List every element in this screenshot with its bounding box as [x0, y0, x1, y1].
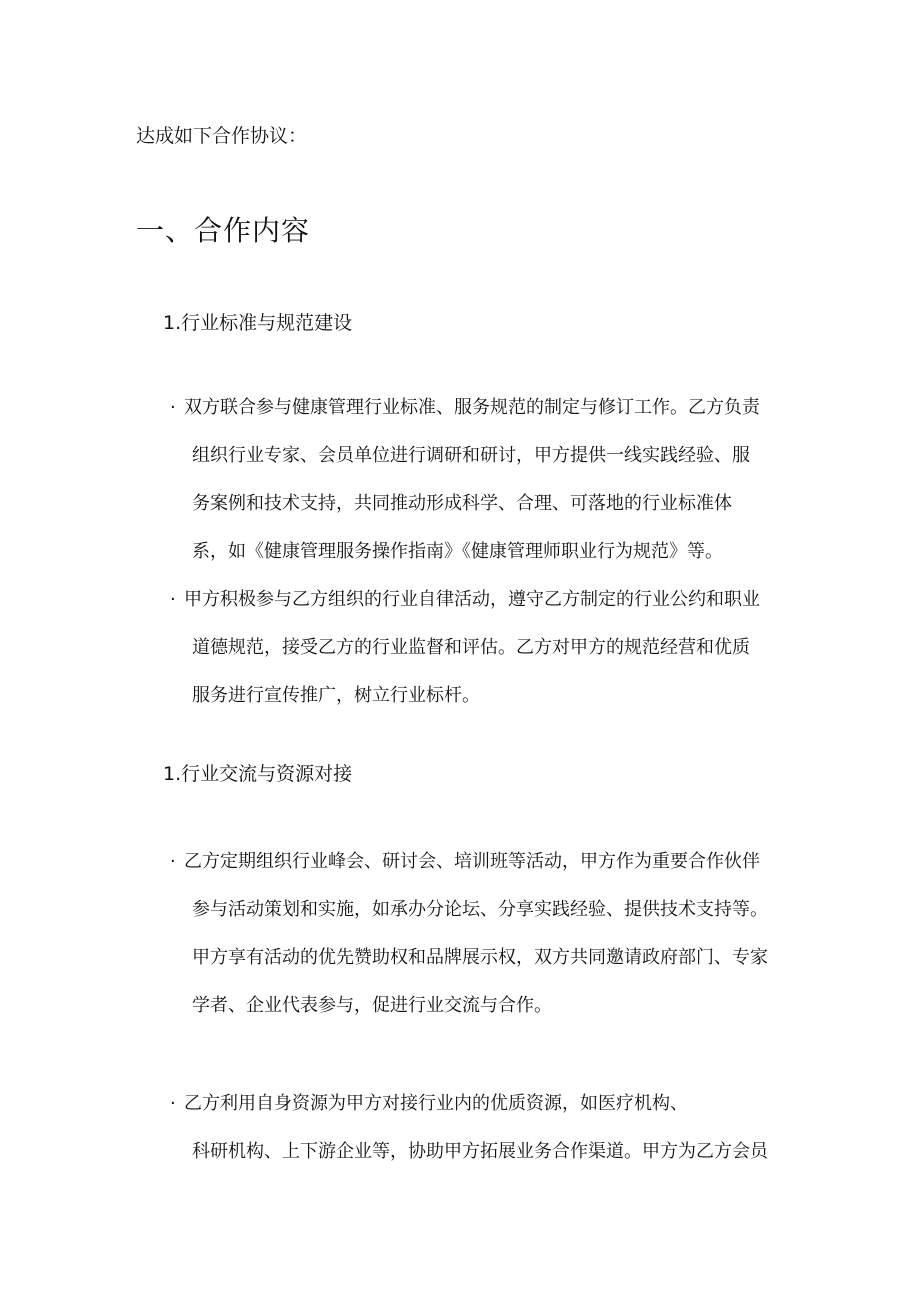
paragraph-line: 甲方享有活动的优先赞助权和品牌展示权，双方共同邀请政府部门、专家	[192, 947, 768, 968]
paragraph-line: 务案例和技术支持，共同推动形成科学、合理、可落地的行业标准体	[192, 493, 732, 514]
bullet-paragraph	[170, 1080, 810, 1176]
paragraph-line: 系，如《健康管理服务操作指南》《健康管理师职业行为规范》等。	[192, 541, 723, 562]
paragraph-line: 双方联合参与健康管理行业标准、服务规范的制定与修订工作。乙方负责	[184, 397, 760, 418]
paragraph-line: 参与活动策划和实施，如承办分论坛、分享实践经验、提供技术支持等。	[192, 899, 768, 920]
paragraph-line: 道德规范，接受乙方的行业监督和评估。乙方对甲方的规范经营和优质	[192, 637, 750, 658]
paragraph-line: 乙方定期组织行业峰会、研讨会、培训班等活动，甲方作为重要合作伙伴	[184, 851, 760, 872]
subsection-heading: 1.行业交流与资源对接	[163, 763, 353, 785]
paragraph-line: 组织行业专家、会员单位进行调研和研讨，甲方提供一线实践经验、服	[192, 445, 750, 466]
bullet-paragraph	[170, 838, 810, 1030]
bullet-marker: ·	[170, 397, 176, 418]
paragraph-line: 乙方利用自身资源为甲方对接行业内的优质资源，如医疗机构、	[184, 1093, 688, 1114]
section-title: 一、合作内容	[136, 214, 311, 247]
intro-text: 达成如下合作协议：	[136, 125, 308, 147]
bullet-marker: ·	[170, 851, 176, 872]
paragraph-line: 学者、企业代表参与，促进行业交流与合作。	[192, 995, 552, 1016]
bullet-marker: ·	[170, 589, 176, 610]
paragraph-line: 科研机构、上下游企业等，协助甲方拓展业务合作渠道。甲方为乙方会员	[192, 1141, 768, 1162]
bullet-marker: ·	[170, 1093, 176, 1114]
subsection-heading: 1.行业标准与规范建设	[163, 312, 353, 334]
paragraph-line: 服务进行宣传推广，树立行业标杆。	[192, 685, 480, 706]
bullet-paragraph	[170, 384, 810, 576]
paragraph-line: 甲方积极参与乙方组织的行业自律活动，遵守乙方制定的行业公约和职业	[184, 589, 760, 610]
bullet-paragraph	[170, 576, 810, 720]
